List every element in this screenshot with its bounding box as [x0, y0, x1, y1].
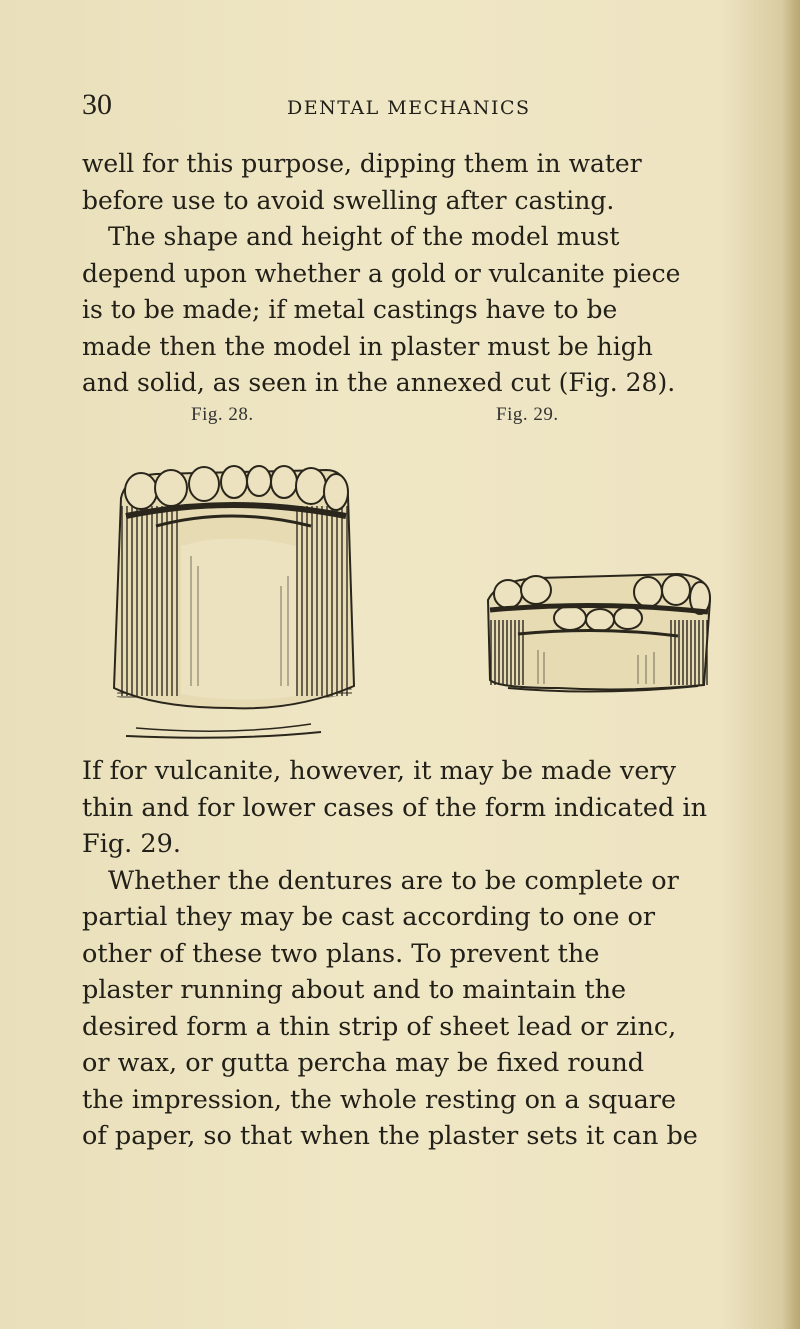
figure-29-caption: Fig. 29.: [496, 404, 559, 425]
text-line: well for this purpose, dipping them in water: [82, 149, 642, 178]
text-line: is to be made; if metal castings have to be: [82, 295, 618, 324]
text-line: other of these two plans. To prevent the: [82, 938, 600, 969]
text-line: or wax, or gutta percha may be fixed round: [82, 1048, 645, 1078]
text-line: Whether the dentures are to be complete or: [108, 865, 679, 896]
figure-29-illustration: [478, 560, 718, 700]
page-edge-shadow: [782, 0, 800, 1329]
text-line: Fig. 29.: [82, 829, 181, 859]
paragraph-1: [82, 146, 722, 402]
text-line: plaster running about and to maintain the: [82, 975, 627, 1005]
page-header: [82, 88, 722, 128]
text-line: the impression, the whole resting on a square: [82, 1084, 677, 1115]
text-line: The shape and height of the model must: [108, 222, 620, 251]
text-line: desired form a thin strip of sheet lead or zinc,: [82, 1011, 677, 1042]
text-line: before use to avoid swelling after casting.: [82, 185, 615, 215]
text-line: and solid, as seen in the annexed cut (Fig. 28).: [82, 368, 676, 397]
text-line: depend upon whether a gold or vulcanite piece: [82, 258, 681, 288]
figure-28-illustration: [96, 436, 366, 748]
text-line: If for vulcanite, however, it may be made very: [82, 756, 677, 786]
text-line: of paper, so that when the plaster sets it can be: [82, 1121, 698, 1151]
figure-28-caption: Fig. 28.: [191, 404, 254, 425]
text-line: made then the model in plaster must be high: [82, 331, 653, 361]
running-head: DENTAL MECHANICS: [287, 97, 531, 119]
paragraph-2: [82, 753, 722, 1155]
page-number: 30: [82, 88, 112, 121]
text-line: partial they may be cast according to one or: [82, 902, 656, 932]
text-line: thin and for lower cases of the form indicated in: [82, 792, 707, 823]
